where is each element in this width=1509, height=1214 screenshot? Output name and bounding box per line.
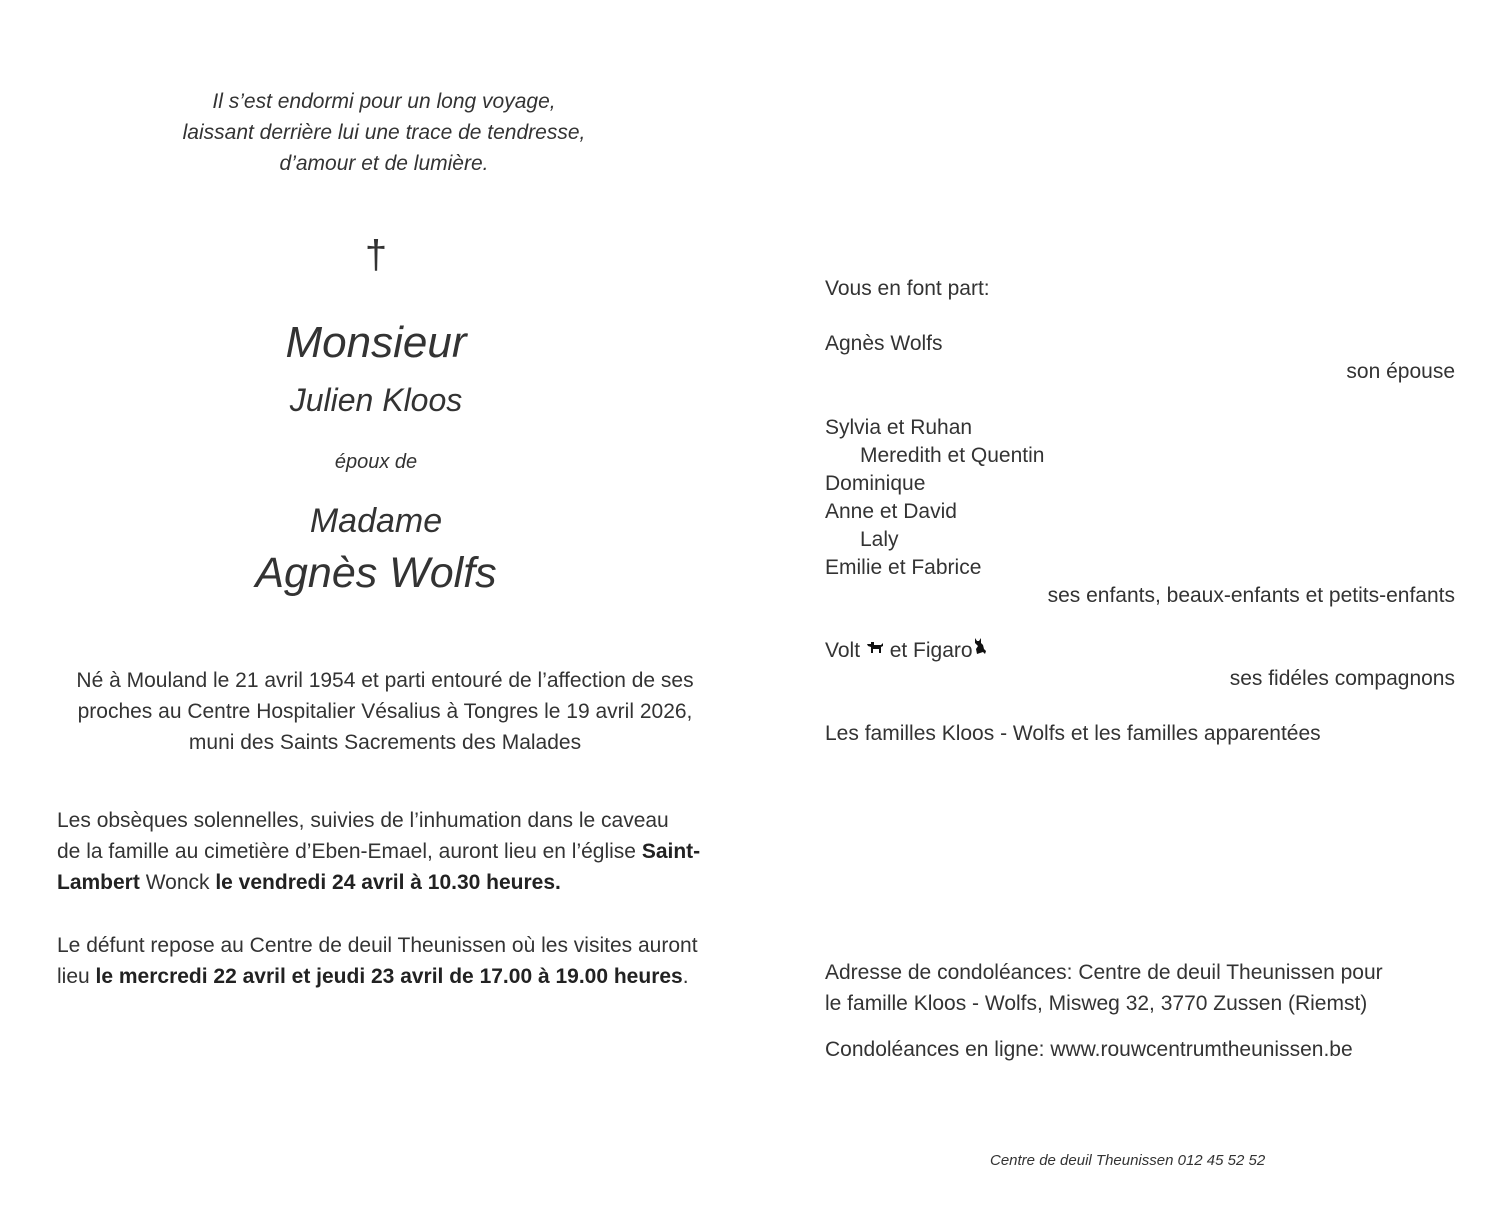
funeral-line-2 [57, 836, 777, 867]
bio-line-2: proches au Centre Hospitalier Vésalius à Tongres le 19 avril 2026, [77, 700, 693, 723]
family-children-role: ses enfants, beaux-enfants et petits-enfants [1047, 584, 1455, 607]
family-child-2: Dominique [825, 472, 926, 495]
family-relatives: Les familles Kloos - Wolfs et les familles apparentées [825, 722, 1321, 745]
funeral-line-3 [57, 867, 777, 898]
family-child-3: Anne et David [825, 500, 957, 523]
condolence-line-2: le famille Kloos - Wolfs, Misweg 32, 3770 Zussen (Riemst) [825, 992, 1368, 1015]
funeral-location: Wonck [139, 871, 216, 894]
bio-line-1: Né à Mouland le 21 avril 1954 et parti entouré de l’affection de ses [76, 669, 694, 692]
dog-icon [866, 637, 884, 665]
church-name-part-1: Saint- [641, 840, 701, 863]
family-pets-role: ses fidéles compagnons [1229, 667, 1455, 690]
cat-icon [973, 637, 987, 665]
family-child-1: Sylvia et Ruhan [825, 416, 973, 439]
poem-line-1: Il s’est endormi pour un long voyage, [212, 90, 556, 113]
family-spouse-role: son épouse [1346, 360, 1455, 383]
visits-line-2-text: lieu [57, 965, 96, 988]
poem-line-3: d’amour et de lumière. [279, 152, 489, 175]
funeral-date-time: le vendredi 24 avril à 10.30 heures. [215, 871, 561, 894]
cross-icon: † [364, 233, 388, 277]
spouse-title: Madame [309, 502, 443, 540]
condolence-address [825, 957, 1465, 1019]
visits-line-2 [57, 961, 777, 992]
relation-label: époux de [334, 451, 418, 473]
funeral-line-1: Les obsèques solennelles, suivies de l’inhumation dans le caveau [57, 809, 669, 832]
deceased-title: Monsieur [285, 318, 467, 367]
visits-line-1: Le défunt repose au Centre de deuil Theunissen où les visites auront [57, 934, 698, 957]
visitation-details [57, 930, 777, 992]
family-intro: Vous en font part: [825, 277, 990, 300]
funeral-line-2-text: de la famille au cimetière d’Eben-Emael, auront lieu en l’église [57, 840, 642, 863]
visits-dates: le mercredi 22 avril et jeudi 23 avril de 17.00 à 19.00 heures [95, 965, 683, 988]
family-pets [825, 637, 987, 665]
pet-name-volt: Volt [825, 639, 866, 662]
poem [134, 86, 634, 179]
family-spouse: Agnès Wolfs [825, 332, 943, 355]
poem-line-2: laissant derrière lui une trace de tendresse, [182, 121, 586, 144]
spouse-name: Agnès Wolfs [255, 549, 497, 597]
footer-contact: Centre de deuil Theunissen 012 45 52 52 [990, 1152, 1266, 1169]
visits-line-2-end: . [682, 965, 689, 988]
condolence-online: Condoléances en ligne: www.rouwcentrumtheunissen.be [825, 1038, 1353, 1061]
funeral-details [57, 805, 777, 898]
condolence-line-1: Adresse de condoléances: Centre de deuil Theunissen pour [825, 961, 1383, 984]
family-grandchild-2: Laly [860, 528, 899, 551]
church-name-part-2: Lambert [57, 871, 140, 894]
family-grandchild-1: Meredith et Quentin [860, 444, 1045, 467]
biography [20, 665, 750, 758]
family-child-4: Emilie et Fabrice [825, 556, 982, 579]
bio-line-3: muni des Saints Sacrements des Malades [188, 731, 582, 754]
deceased-name: Julien Kloos [289, 382, 463, 418]
pet-name-figaro: et Figaro [883, 639, 973, 662]
